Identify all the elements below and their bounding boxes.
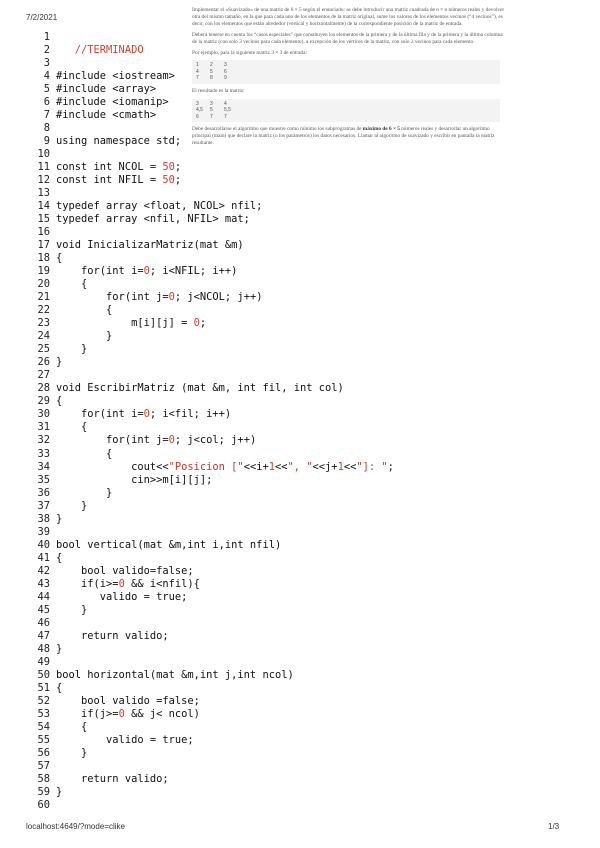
line-number: 5: [43, 83, 50, 96]
code-line: [24, 343, 384, 356]
code-line: [24, 500, 384, 513]
code-line: [24, 487, 384, 500]
code-token: {: [56, 720, 88, 733]
code-line: [24, 252, 384, 265]
matrix-cell: 1: [196, 62, 199, 69]
code-token: for(int j=: [56, 434, 169, 447]
code-token: typedef array <nfil, NFIL> mat;: [56, 213, 250, 226]
code-line: [24, 539, 384, 552]
line-number: 57: [37, 759, 50, 772]
code-line: [24, 265, 384, 278]
code-token: 0: [168, 434, 175, 447]
code-token: 0: [143, 408, 150, 421]
code-token: {: [56, 395, 63, 408]
code-token: {: [56, 252, 63, 265]
line-number: 21: [37, 291, 50, 304]
code-token: valido = true;: [56, 590, 188, 603]
line-number: 31: [37, 421, 50, 434]
line-number: 9: [43, 135, 50, 148]
line-number: 2: [43, 44, 50, 57]
code-line: [24, 773, 384, 786]
line-number: 41: [37, 551, 50, 564]
matrix-cell: 5: [210, 107, 213, 114]
line-number: 55: [37, 733, 50, 746]
line-number: 14: [37, 200, 50, 213]
code-line: [24, 317, 384, 330]
code-token: #include <iomanip>: [56, 96, 169, 109]
line-number: 19: [37, 265, 50, 278]
code-line: [24, 369, 384, 382]
code-line: [24, 291, 384, 304]
line-number: 49: [37, 655, 50, 668]
code-token: 1: [337, 460, 344, 473]
code-token: 0: [118, 707, 125, 720]
code-token: bool valido=false;: [56, 564, 194, 577]
matrix-cell: 6: [224, 68, 227, 75]
line-number: 42: [37, 564, 50, 577]
line-number: 29: [37, 395, 50, 408]
code-token: ; j<col; j++): [174, 434, 257, 447]
code-token: {: [56, 278, 88, 291]
code-token: ; j<NCOL; j++): [174, 291, 263, 304]
line-number: 10: [37, 148, 50, 161]
code-token: const int NCOL =: [56, 161, 163, 174]
line-number: 34: [37, 460, 50, 473]
statement-paragraph-1: Implementar el «Suavizado» de una matriz de 6 × 5 según el enunciado: se debe introducir una matriz cuadrada de n × n números reales y devolver otra del mismo tamaño, en la que para cada uno de los elementos de la matriz original, sume los valores de los elementos vecinos (“4 vecinos”), es decir, con los elementos que están alrededor (vertical y horizontalmente) de la correspondiente posición de la matriz de entrada.: [192, 7, 505, 27]
line-number: 1: [43, 31, 50, 43]
code-line: [24, 395, 384, 408]
code-token: cin>>m[i][j];: [56, 473, 213, 486]
line-number: 27: [37, 369, 50, 382]
line-number: 23: [37, 317, 50, 330]
line-number: 18: [37, 252, 50, 265]
code-token: ; i<NFIL; i++): [149, 265, 238, 278]
code-token: <<: [343, 460, 357, 473]
code-line: [24, 526, 384, 539]
line-number: 37: [37, 499, 50, 512]
code-token: bool horizontal(mat &m,int j,int ncol): [56, 668, 294, 681]
code-line: [24, 83, 384, 96]
code-line: [24, 44, 384, 57]
line-number: 33: [37, 447, 50, 460]
line-number: 44: [37, 590, 50, 603]
code-token: #include <cmath>: [56, 109, 157, 122]
code-line: [24, 226, 384, 239]
code-token: #include <array>: [56, 83, 157, 96]
line-number: 28: [37, 382, 50, 395]
code-token: 50: [162, 161, 175, 174]
code-line: [24, 213, 384, 226]
line-number: 8: [43, 122, 50, 135]
code-token: && i<nfil){: [124, 577, 200, 590]
line-number: 58: [37, 772, 50, 785]
code-line: [24, 421, 384, 434]
matrix-cell: 6: [196, 113, 199, 120]
line-number: 25: [37, 343, 50, 356]
code-line: [24, 630, 384, 643]
line-number: 43: [37, 577, 50, 590]
line-number: 3: [43, 57, 50, 70]
code-token: 0: [118, 577, 125, 590]
code-token: }: [56, 499, 88, 512]
code-token: }: [56, 603, 88, 616]
print-date: 7/2/2021: [26, 13, 58, 22]
line-number: 54: [37, 720, 50, 733]
matrix-cell: 9: [224, 75, 227, 82]
code-token: }: [56, 785, 63, 798]
line-number: 24: [37, 330, 50, 343]
line-number: 15: [37, 213, 50, 226]
code-token: typedef array <float, NCOL> nfil;: [56, 200, 263, 213]
code-line: [24, 304, 384, 317]
code-line: [24, 135, 384, 148]
line-number: 13: [37, 187, 50, 200]
code-line: [24, 786, 384, 799]
code-line: [24, 643, 384, 656]
code-token: bool vertical(mat &m,int i,int nfil): [56, 538, 282, 551]
matrix-cell: 4: [196, 68, 199, 75]
code-token: }: [56, 356, 63, 369]
code-token: }: [56, 746, 88, 759]
code-line: [24, 460, 394, 474]
code-token: && j< ncol): [124, 707, 200, 720]
code-line: [24, 682, 384, 695]
code-line: [24, 148, 384, 161]
code-token: #include <iostream>: [56, 70, 175, 83]
footer-url: localhost:4649/?mode=clike: [26, 822, 125, 831]
code-line: [24, 330, 384, 343]
code-token: if(j>=: [56, 707, 119, 720]
line-number: 32: [37, 434, 50, 447]
code-token: bool valido =false;: [56, 694, 200, 707]
line-number: 20: [37, 278, 50, 291]
code-line: [24, 513, 384, 526]
statement-p3-end: números reales y desarrollar un algoritmo principal (main) que declare la matriz (o los parámetros) los datos necesarios. Llamar al algoritmo de suavizado y escribir en pantalla la matriz resultante.: [192, 126, 495, 147]
code-line: [24, 174, 384, 187]
line-number: 39: [37, 525, 50, 538]
code-line: [24, 656, 384, 669]
code-token: "Posicion [": [168, 460, 244, 473]
code-line: [24, 799, 384, 812]
statement-paragraph-2: Deberá tenerse en cuenta los “casos especiales” que constituyen los elementos de la primera y de la última fila y de la primera y la última columna de la matriz (con solo 3 vecinos para cada elemento), a excepción de los vértices de la matriz, con solo 2 vecinos para cada elemento.: [192, 31, 503, 45]
line-number: 16: [37, 226, 50, 239]
code-line: [24, 721, 384, 734]
code-token: ;: [387, 460, 394, 473]
code-line: [24, 695, 384, 708]
example-label: Por ejemplo, para la siguiente matriz 3 × 3 de entrada:: [192, 49, 307, 56]
code-line: [24, 356, 384, 369]
code-token: ;: [199, 317, 207, 330]
code-token: }: [56, 512, 63, 525]
code-token: 50: [162, 174, 175, 187]
result-label: El resultado es la matriz:: [192, 87, 245, 94]
line-number: 17: [37, 239, 50, 252]
code-line: [24, 200, 384, 213]
line-number: 26: [37, 356, 50, 369]
matrix-cell: 4,5: [196, 107, 203, 114]
code-line: [24, 70, 384, 83]
line-number: 36: [37, 486, 50, 499]
matrix-cell: 8: [210, 75, 213, 82]
line-number: 47: [37, 629, 50, 642]
code-line: [24, 708, 384, 721]
code-line: [24, 448, 384, 461]
code-token: "]: ": [356, 460, 388, 473]
code-token: ; i<fil; i++): [149, 408, 232, 421]
code-token: ;: [174, 174, 182, 187]
line-number: 45: [37, 603, 50, 616]
code-line: [24, 617, 384, 630]
matrix-cell: 7: [210, 113, 213, 120]
code-token: return valido;: [56, 629, 169, 642]
code-token: const int NFIL =: [56, 174, 163, 187]
code-token: //TERMINADO: [56, 44, 144, 57]
code-line: [24, 604, 384, 617]
code-line: [24, 382, 384, 395]
code-token: void InicializarMatriz(mat &m): [56, 239, 244, 252]
code-token: {: [56, 551, 63, 564]
code-token: {: [56, 447, 113, 460]
matrix-cell: 3: [210, 100, 213, 107]
code-token: {: [56, 304, 113, 317]
page-number: 1/3: [548, 822, 560, 831]
matrix-cell: 7: [224, 113, 227, 120]
code-token: 0: [193, 317, 200, 330]
code-token: cout<<: [56, 460, 169, 473]
code-token: valido = true;: [56, 733, 194, 746]
line-number: 35: [37, 473, 50, 486]
line-number: 46: [37, 616, 50, 629]
line-number: 40: [37, 538, 50, 551]
code-token: 1: [268, 460, 275, 473]
code-token: using namespace std;: [56, 135, 182, 148]
line-number: 7: [43, 109, 50, 122]
line-number: 11: [37, 161, 50, 174]
code-line: [24, 669, 384, 682]
statement-p3-highlight: máximo de 6 × 5: [362, 126, 400, 133]
matrix-cell: 5,5: [224, 107, 231, 114]
code-token: {: [56, 421, 88, 434]
code-token: 0: [168, 291, 175, 304]
code-token: {: [56, 681, 63, 694]
code-token: void EscribirMatriz (mat &m, int fil, int col): [56, 382, 344, 395]
statement-p3-start: Debe desarrollarse el algoritmo que muestre como mínimo los subprogramas de: [192, 126, 362, 133]
matrix-cell: 2: [210, 62, 213, 69]
code-line: [24, 747, 384, 760]
line-number: 30: [37, 408, 50, 421]
line-number: 22: [37, 304, 50, 317]
code-token: ", ": [287, 460, 313, 473]
code-token: }: [56, 330, 113, 343]
code-token: if(i>=: [56, 577, 119, 590]
line-number: 60: [37, 798, 50, 811]
code-line: [24, 591, 384, 604]
code-line: [24, 474, 384, 487]
code-token: 0: [143, 265, 150, 278]
matrix-cell: 3: [196, 100, 199, 107]
code-line: [24, 122, 384, 135]
matrix-cell: 4: [224, 100, 227, 107]
line-number: 59: [37, 785, 50, 798]
code-token: for(int i=: [56, 265, 144, 278]
code-line: [24, 278, 384, 291]
code-line: [24, 187, 384, 200]
code-token: m[i][j] =: [56, 317, 194, 330]
code-token: <<j+: [312, 460, 338, 473]
code-line: [24, 57, 384, 70]
code-token: }: [56, 486, 113, 499]
line-number: 56: [37, 746, 50, 759]
code-token: }: [56, 642, 63, 655]
code-line: [24, 408, 384, 421]
code-token: return valido;: [56, 772, 169, 785]
code-token: for(int i=: [56, 408, 144, 421]
line-number: 51: [37, 681, 50, 694]
line-number: 12: [37, 174, 50, 187]
code-line: [24, 109, 384, 122]
code-line: [24, 239, 384, 252]
code-token: for(int j=: [56, 291, 169, 304]
code-line: [24, 552, 384, 565]
code-line: [24, 734, 384, 747]
code-line: [24, 31, 384, 44]
code-token: ;: [174, 161, 182, 174]
line-number: 53: [37, 707, 50, 720]
line-number: 6: [43, 96, 50, 109]
line-number: 48: [37, 642, 50, 655]
code-token: <<i+: [243, 460, 269, 473]
matrix-cell: 3: [224, 62, 227, 69]
code-listing: [24, 31, 394, 812]
line-number: 50: [37, 668, 50, 681]
matrix-cell: 5: [210, 68, 213, 75]
matrix-cell: 7: [196, 75, 199, 82]
line-number: 38: [37, 512, 50, 525]
code-line: [24, 565, 384, 578]
code-line: [24, 96, 384, 109]
code-line: [24, 161, 384, 174]
code-line: [24, 760, 384, 773]
line-number: 4: [43, 70, 50, 83]
line-number: 52: [37, 694, 50, 707]
code-token: <<: [274, 460, 288, 473]
code-token: }: [56, 343, 88, 356]
code-line: [24, 578, 384, 591]
code-line: [24, 434, 384, 447]
